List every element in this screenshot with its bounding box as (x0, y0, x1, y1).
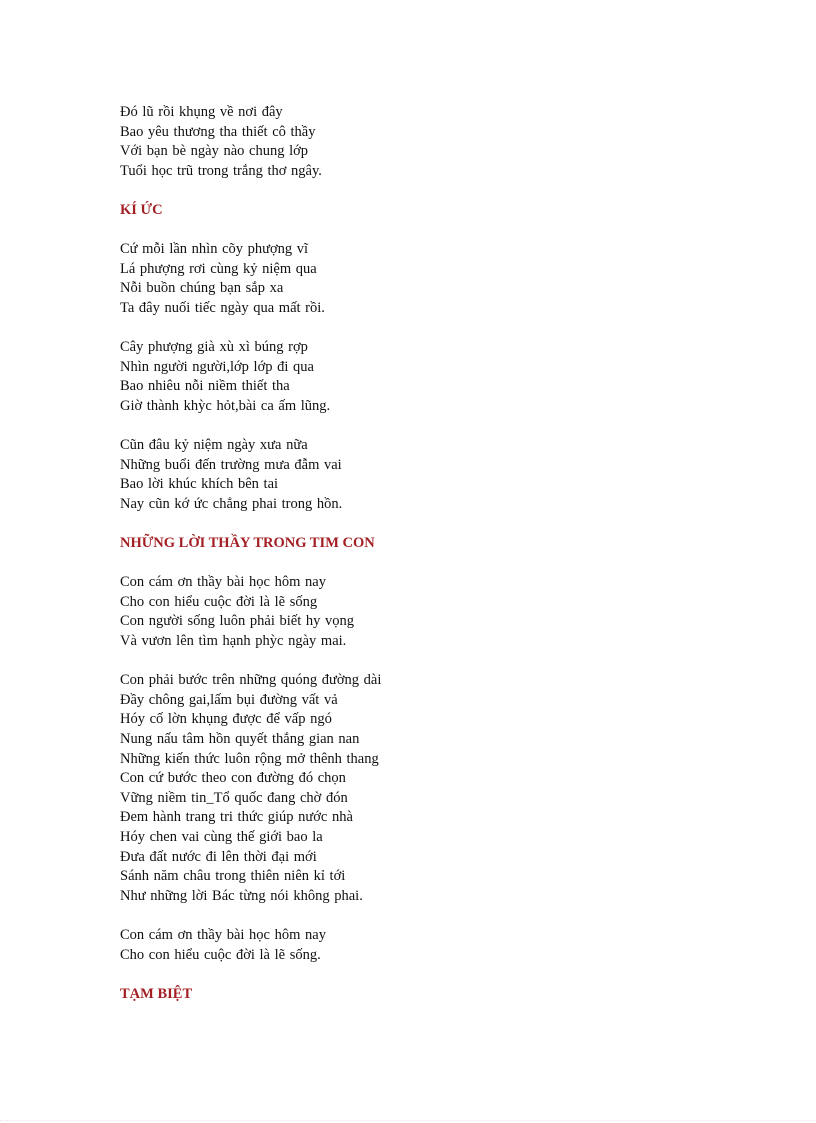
poem-line: Tuổi học trũ trong trắng thơ ngây. (120, 162, 322, 179)
section-heading: NHỮNG LỜI THẦY TRONG TIM CON (120, 535, 375, 552)
poem-stanza (120, 573, 740, 651)
poem-line: Giờ thành khỳc hỏt,bài ca ấm lũng. (120, 397, 331, 414)
poem-line: Con cám ơn thầy bài học hôm nay (120, 574, 326, 591)
poem-stanza (120, 103, 740, 181)
poem-line: Hóy chen vai cùng thế giới bao la (120, 828, 323, 845)
poem-line: Với bạn bè ngày nào chung lớp (120, 143, 309, 160)
poem-line: Nay cũn kớ ức chẳng phai trong hồn. (120, 495, 343, 512)
poem-line: Bao lời khúc khích bên tai (120, 476, 279, 493)
poem-line: Nhìn người người,lớp lớp đi qua (120, 358, 314, 375)
poem-line: Hóy cố lờn khụng được để vấp ngó (120, 711, 332, 728)
poem-line: Đó lũ rồi khụng về nơi đây (120, 104, 283, 120)
poem-line: Lá phượng rơi cùng kỷ niệm qua (120, 260, 317, 277)
poem-line: Nung nấu tâm hồn quyết thắng gian nan (120, 731, 360, 747)
poem-stanza (120, 926, 740, 965)
poem-line: Cứ mỗi lần nhìn cõy phượng vĩ (120, 241, 309, 258)
poem-line: Con phải bước trên những quóng đường dài (120, 672, 382, 689)
poem-line: Đưa đất nước đi lên thời đại mới (120, 848, 317, 865)
poem-stanza (120, 671, 740, 906)
poem-line: Cho con hiểu cuộc đời là lẽ sống. (120, 946, 321, 963)
poem-line: Bao yêu thương tha thiết cô thầy (120, 123, 316, 140)
poem-stanza (120, 338, 740, 416)
poem-stanza (120, 240, 740, 318)
poem-line: Đem hành trang tri thức giúp nước nhà (120, 809, 353, 826)
poem-line: Những kiến thức luôn rộng mở thênh thang (120, 750, 379, 767)
poem-line: Bao nhiêu nỗi niềm thiết tha (120, 378, 290, 395)
poem-line: Con cám ơn thầy bài học hôm nay (120, 926, 326, 943)
poem-line: Cũn đâu kỷ niệm ngày xưa nữa (120, 437, 308, 454)
poem-line: Và vươn lên tìm hạnh phỳc ngày mai. (120, 633, 347, 650)
poem-line: Cho con hiểu cuộc đời là lẽ sống (120, 593, 318, 610)
poem-line: Ta đây nuối tiếc ngày qua mất rồi. (120, 299, 325, 316)
poem-line: Cây phượng già xù xì búng rợp (120, 339, 308, 356)
poem-line: Con cứ bước theo con đường đó chọn (120, 770, 346, 787)
poem-line: Vững niềm tin_Tổ quốc đang chờ đón (120, 789, 348, 806)
poem-line: Những buổi đến trường mưa đẫm vai (120, 456, 342, 473)
poem-line: Sánh năm châu trong thiên niên kỉ tới (120, 868, 346, 885)
poem-line: Con người sống luôn phải biết hy vọng (120, 613, 354, 630)
page-bottom-rule (0, 1120, 816, 1121)
poem-line: Nỗi buồn chúng bạn sắp xa (120, 280, 284, 297)
section-heading: KÍ ỨC (120, 201, 163, 218)
poem-stanza (120, 436, 740, 514)
document-page (120, 103, 740, 1024)
section-heading: TẠM BIỆT (120, 985, 193, 1002)
poem-line: Như những lời Bác từng nói không phai. (120, 887, 363, 904)
poem-line: Đầy chông gai,lấm bụi đường vất vả (120, 691, 338, 708)
